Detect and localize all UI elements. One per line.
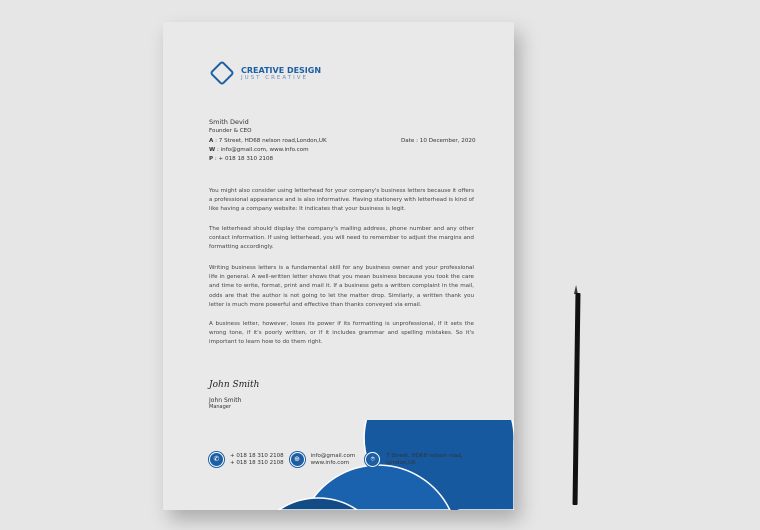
body-paragraph: A business letter, however, loses its power if its formatting is unprofessional, if it sets the wrong tone, if it's poorly written, or if it includes grammar and spelling mistakes. So it's important to learn how to do them right.	[209, 321, 474, 346]
phone-icon: ✆	[209, 452, 224, 467]
signature: John Smith	[209, 380, 260, 390]
address-value: : 7 Street, HD68 nelson road,London,UK	[215, 138, 327, 144]
sender-web	[209, 146, 309, 155]
location-pin-icon: ⌾	[365, 452, 380, 467]
signer-name: John Smith	[209, 397, 242, 404]
footer-contacts	[209, 452, 463, 467]
sender-phone	[209, 155, 273, 164]
brand-name: CREATIVE DESIGN	[241, 65, 322, 75]
footer-address-1: 7 Street, HD68 nelson road,	[386, 452, 463, 459]
phone-label: P	[209, 156, 214, 162]
body-paragraph: The letterhead should display the company's mailing address, phone number and any other contact information. If using letterhead, you will need to remember to adjust the margins and formatting accordingly.	[209, 226, 474, 251]
footer-phones	[230, 453, 284, 467]
phone-value: : + 018 18 310 2108	[214, 156, 274, 162]
footer-online	[311, 453, 356, 467]
body-paragraph: Writing business letters is a fundamental skill for any business owner and your professional life in general. A well-written letter shows that you mean business because you took the care and time to write, format, print and mail it. If a business gets a written complaint in the mail, odds are that the author is not going to let the matter drop. Similarly, a written thank you letter is much more powerful and effective than thanks conveyed via email.	[209, 265, 474, 308]
footer-address	[386, 453, 463, 467]
logo-diamond-icon	[209, 60, 234, 85]
logo	[209, 64, 321, 82]
signer-role: Manager	[209, 404, 231, 410]
footer-web: www.info.com	[310, 459, 350, 466]
web-value: : info@gmail.com, www.info.com	[216, 147, 309, 153]
letter-date: Date : 10 December, 2020	[401, 138, 476, 144]
globe-icon: ⊕	[290, 452, 305, 467]
letterhead-paper	[163, 22, 514, 510]
footer-email: info@gmail.com	[310, 452, 356, 459]
sender-name: Smith Devid	[209, 118, 249, 126]
footer-phone-1: + 018 18 310 2108	[230, 452, 284, 459]
sender-title: Founder & CEO	[209, 128, 252, 134]
address-label: A	[209, 138, 214, 144]
sender-address	[209, 137, 327, 146]
footer-phone-2: + 018 18 310 2108	[230, 459, 284, 466]
brand-tagline: JUST CREATIVE	[241, 74, 308, 81]
footer-address-2: London,UK	[386, 459, 416, 466]
web-label: W	[209, 147, 216, 153]
body-paragraph: You might also consider using letterhead for your company's business letters because it offers a professional appearance and is also informative. Having stationery with letterhead is kind of like having a company website: It indicates that your business is legit.	[209, 188, 474, 213]
pencil	[573, 293, 581, 505]
